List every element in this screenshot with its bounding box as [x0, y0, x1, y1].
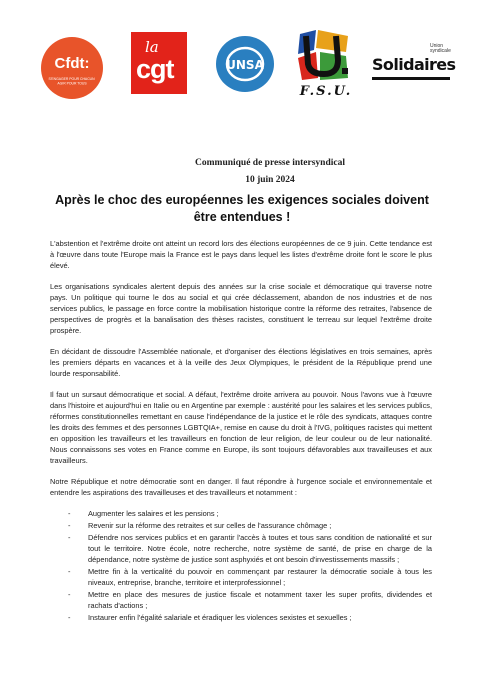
- list-item: [50, 508, 432, 519]
- paragraph: Il faut un sursaut démocratique et social. A défaut, l'extrême droite arrivera au pouvoir. Nous l'avons vue à l'œuvre dans l'histoire et aujourd'hui en Italie ou en Argentine par exemple : austérité pour les salaires et les services publics, réformes constitutionnelles remettant en cause l'indépendance de la justice et le rôle des syndicats, attaques contre les droits des femmes et des personnes LGBTQIA+, remise en cause du droit à l'IVG, politiques racistes qui mettent en opposition les travailleurs et les travailleurs en fonction de leur religion, de leur couleur ou de leur nationalité. Nous connaissons ses votes en France comme en Europe, ils sont toujours défavorables aux travailleuses et aux travailleurs.: [50, 390, 433, 465]
- list-item: [50, 612, 432, 623]
- solidaires-underline: [372, 77, 450, 80]
- demands-list: [50, 508, 432, 623]
- unsa-logo-name: UNSA: [226, 58, 264, 72]
- cgt-logo-name: cgt: [136, 54, 174, 84]
- solidaires-logo: [372, 44, 456, 84]
- solidaires-logo-name: Solidaires: [372, 55, 456, 74]
- list-dash: -: [68, 533, 71, 542]
- cgt-logo-la: la: [145, 38, 159, 56]
- list-item: [50, 520, 432, 531]
- paragraph: Notre République et notre démocratie sont en danger. Il faut répondre à l'urgence sociale et environnementale et entendre les aspirations des travailleuses et des travailleurs et notamment :: [50, 477, 432, 497]
- paragraph: L'abstention et l'extrême droite ont atteint un record lors des élections européennes de ce 9 juin. Cette tendance est à l'œuvre dans toute l'Europe mais la France est le pays dans lequel les listes d'extrême droite font le score le plus élevé.: [50, 239, 432, 270]
- press-header: [0, 155, 480, 189]
- cfdt-tagline-line: AGIR POUR TOUS: [57, 81, 87, 86]
- cgt-logo: [131, 32, 187, 94]
- list-item: [50, 532, 432, 565]
- list-dash: -: [68, 590, 71, 599]
- list-dash: -: [68, 613, 71, 622]
- list-item-text: Mettre en place des mesures de justice fiscale et notamment taxer les super profits, dividendes et rachats d'actions ;: [88, 590, 432, 610]
- paragraph: Les organisations syndicales alertent depuis des années sur la crise sociale et démocratique qui traverse notre pays. Un politique qui tourne le dos au social et qui crée déclassement, abandon de nos industries et de nos services publics, le passage en force contre la mobilisation historique contre la réforme des retraites, l'absence de perspectives de progrès et la banalisation des thèses racistes, constituent le terreau sur lequel l'extrême droite prospère.: [50, 282, 432, 335]
- cfdt-logo: [40, 36, 104, 100]
- cfdt-logo-name: Cfdt:: [54, 55, 90, 72]
- list-item-text: Défendre nos services publics et en garantir l'accès à toutes et tous sans condition de nationalité et sur tout le territoire. Notre école, notre recherche, notre système de santé, de prise en charge de la dépendance, notre système de justice sont asphyxiés et ont besoin d'investissements massifs ;: [88, 533, 432, 564]
- list-dash: -: [68, 509, 71, 518]
- fsu-logo-name: F.S.U.: [299, 84, 353, 99]
- document-body: [50, 238, 432, 624]
- list-item-text: Mettre fin à la verticalité du pouvoir en commençant par restaurer la démocratie sociale à tous les niveaux, entreprise, branche, territoire et interprofessionnel ;: [88, 567, 432, 587]
- document-title: Après le choc des européennes les exigences sociales doivent être entendues !: [55, 193, 429, 224]
- list-item-text: Augmenter les salaires et les pensions ;: [88, 509, 219, 518]
- list-dash: -: [68, 567, 71, 576]
- list-dash: -: [68, 521, 71, 530]
- list-item-text: Revenir sur la réforme des retraites et sur celles de l'assurance chômage ;: [88, 521, 332, 530]
- communique-date: 10 juin 2024: [245, 175, 295, 185]
- unsa-logo: [214, 34, 276, 94]
- list-item: [50, 589, 432, 611]
- cfdt-tagline-line: S'ENGAGER POUR CHACUN: [48, 77, 95, 81]
- list-item: [50, 566, 432, 588]
- fsu-logo: [296, 30, 356, 104]
- solidaires-logo-small: Union syndicale: [430, 43, 451, 54]
- communique-label: Communiqué de presse intersyndical: [195, 158, 345, 168]
- paragraph: En décidant de dissoudre l'Assemblée nationale, et d'organiser des élections législatives en trois semaines, après les premiers départs en vacances et à la veille des Jeux Olympiques, le président de la République prend une lourde responsabilité.: [50, 347, 432, 378]
- list-item-text: Instaurer enfin l'égalité salariale et éradiquer les violences sexistes et sexuelles ;: [88, 613, 352, 622]
- logo-bar: [0, 28, 480, 106]
- fsu-logo-mark: [296, 30, 352, 82]
